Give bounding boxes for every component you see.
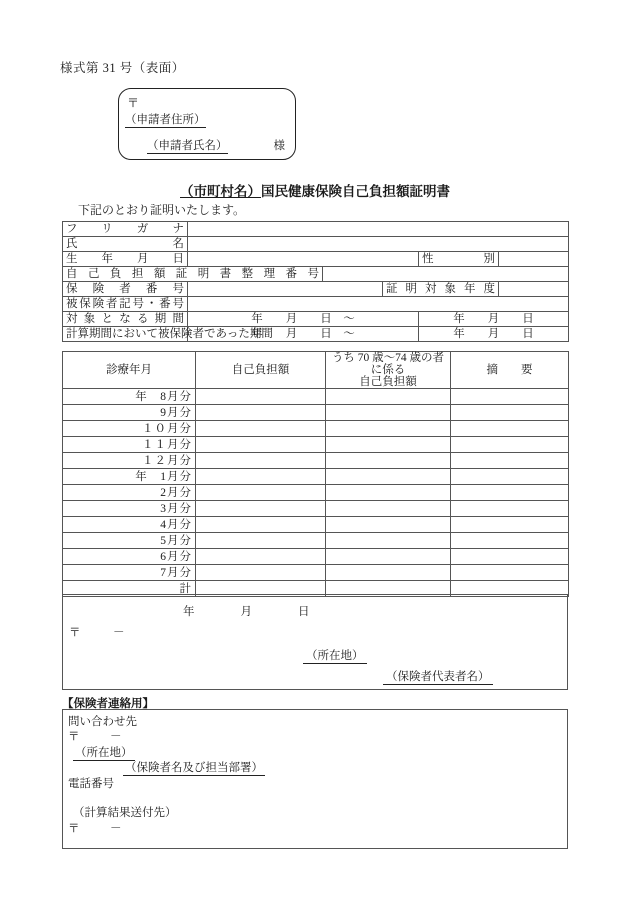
month-label-jan: 年 1月分 [63,469,196,485]
insurer-number-value[interactable] [188,282,383,297]
amount-mar[interactable] [196,501,326,517]
table-row [63,533,569,549]
header-line-2: 自己負担額 [359,376,417,389]
amount-may[interactable] [196,533,326,549]
furigana-value[interactable] [188,222,569,237]
amount70-nov[interactable] [326,437,451,453]
insured-period-to[interactable]: 年 月 日 [419,327,569,342]
month-label-feb: 2月分 [63,485,196,501]
insured-info-table [62,221,569,342]
gender-label: 性 別 [419,252,499,267]
table-row [63,565,569,581]
contact-postal-line [68,728,122,744]
month-label-dec: １２月分 [63,453,196,469]
contact-tel-label[interactable]: 電話番号 [68,778,114,790]
month-label-apr: 4月分 [63,517,196,533]
note-mar[interactable] [451,501,569,517]
table-row [63,389,569,405]
amount-jan[interactable] [196,469,326,485]
table-row-name [63,237,569,252]
header-line-1: うち 70 歳〜74 歳の者に係る [331,352,445,377]
note-nov[interactable] [451,437,569,453]
table-row-insured-period [63,327,569,342]
issuer-signature-box [62,594,568,690]
applicant-name-label: （申請者氏名） [147,137,228,154]
table-row-birthdate [63,252,569,267]
table-row-furigana [63,222,569,237]
amount70-aug[interactable] [326,389,451,405]
recipient-address-box [118,88,296,160]
table-row [63,437,569,453]
amount-jul[interactable] [196,565,326,581]
target-period-to[interactable]: 年 月 日 [419,312,569,327]
result-send-to-label: （計算結果送付先） [73,807,177,819]
insured-symbol-number-label: 被保険者記号・番号 [63,297,188,312]
month-label-oct: １０月分 [63,421,196,437]
note-jun[interactable] [451,549,569,565]
insurer-number-label: 保険者番号 [63,282,188,297]
amount-aug[interactable] [196,389,326,405]
note-apr[interactable] [451,517,569,533]
month-label-jul: 7月分 [63,565,196,581]
target-period-from[interactable]: 年 月 日 〜 [188,312,419,327]
amount70-jun[interactable] [326,549,451,565]
note-jan[interactable] [451,469,569,485]
birthdate-value[interactable] [188,252,419,267]
table-row [63,517,569,533]
contact-place-label: （所在地） [73,744,135,761]
issue-date-line[interactable]: 年 月 日 [183,606,310,618]
month-label-aug: 年 8月分 [63,389,196,405]
page-title-rest: 国民健康保険自己負担額証明書 [261,184,450,199]
note-jul[interactable] [451,565,569,581]
amount-dec[interactable] [196,453,326,469]
contact-department-label: （保険者名及び担当部署） [123,759,265,776]
amount70-dec[interactable] [326,453,451,469]
postal-dash: － [110,823,122,835]
note-dec[interactable] [451,453,569,469]
table-row [63,405,569,421]
target-period-label: 対象となる期間 [63,312,188,327]
certificate-control-number-label: 自己負担額証明書整理番号 [63,267,323,282]
amount-nov[interactable] [196,437,326,453]
postal-dash: － [110,731,122,743]
result-postal-line [68,820,122,836]
contact-box [62,709,568,849]
amount70-jul[interactable] [326,565,451,581]
municipality-name-blank: （市町村名） [180,184,261,199]
month-label-jun: 6月分 [63,549,196,565]
amount70-may[interactable] [326,533,451,549]
postal-mark-icon: 〒 [127,96,140,110]
issuer-postal-line [69,624,125,640]
insured-period-from[interactable]: 年 月 日 〜 [188,327,419,342]
note-sep[interactable] [451,405,569,421]
name-value[interactable] [188,237,569,252]
target-fiscal-year-label: 証明対象年度 [383,282,499,297]
amount70-apr[interactable] [326,517,451,533]
column-header-self-pay-70-74 [326,352,451,389]
furigana-label: フリガナ [63,222,188,237]
certificate-control-number-value[interactable] [323,267,569,282]
table-row [63,469,569,485]
table-row [63,421,569,437]
name-label: 氏 名 [63,237,188,252]
insured-symbol-number-value[interactable] [188,297,569,312]
amount70-jan[interactable] [326,469,451,485]
postal-mark-icon: 〒 [69,627,81,639]
contact-section-title: 【保険者連絡用】 [62,698,154,710]
monthly-amount-table [62,351,569,597]
postal-dash: － [113,627,125,639]
column-header-remarks: 摘 要 [451,352,569,389]
lead-sentence: 下記のとおり証明いたします。 [78,203,246,217]
amount70-oct[interactable] [326,421,451,437]
table-row-certificate-number [63,267,569,282]
insured-period-label: 計算期間において被保険者であった期間 [63,327,188,342]
table-row-insured-symbol-number [63,297,569,312]
table-row [63,549,569,565]
month-label-nov: １１月分 [63,437,196,453]
note-oct[interactable] [451,421,569,437]
honorific-label: 様 [273,140,285,152]
table-row-insurer-number [63,282,569,297]
month-label-may: 5月分 [63,533,196,549]
amount-sep[interactable] [196,405,326,421]
table-header-row [63,352,569,389]
column-header-self-pay: 自己負担額 [196,352,326,389]
note-feb[interactable] [451,485,569,501]
amount-feb[interactable] [196,485,326,501]
target-fiscal-year-value[interactable] [499,282,569,297]
total-label: 計 [63,581,196,597]
birthdate-label: 生年月日 [63,252,188,267]
table-row [63,453,569,469]
issuer-representative-label: （保険者代表者名） [383,668,493,685]
amount70-sep[interactable] [326,405,451,421]
note-may[interactable] [451,533,569,549]
note-aug[interactable] [451,389,569,405]
month-label-mar: 3月分 [63,501,196,517]
amount-oct[interactable] [196,421,326,437]
gender-value[interactable] [499,252,569,267]
applicant-address-label: （申請者住所） [125,111,206,128]
amount70-feb[interactable] [326,485,451,501]
inquiry-label: 問い合わせ先 [68,716,137,728]
table-row [63,501,569,517]
postal-mark-icon: 〒 [68,731,80,743]
form-number: 様式第 31 号（表面） [60,61,185,75]
issuer-place-label: （所在地） [303,647,367,664]
month-label-sep: 9月分 [63,405,196,421]
table-row-target-period [63,312,569,327]
amount70-mar[interactable] [326,501,451,517]
amount-apr[interactable] [196,517,326,533]
postal-mark-icon: 〒 [68,823,80,835]
amount-jun[interactable] [196,549,326,565]
table-row [63,485,569,501]
column-header-treatment-month: 診療年月 [63,352,196,389]
page-title [0,180,630,200]
